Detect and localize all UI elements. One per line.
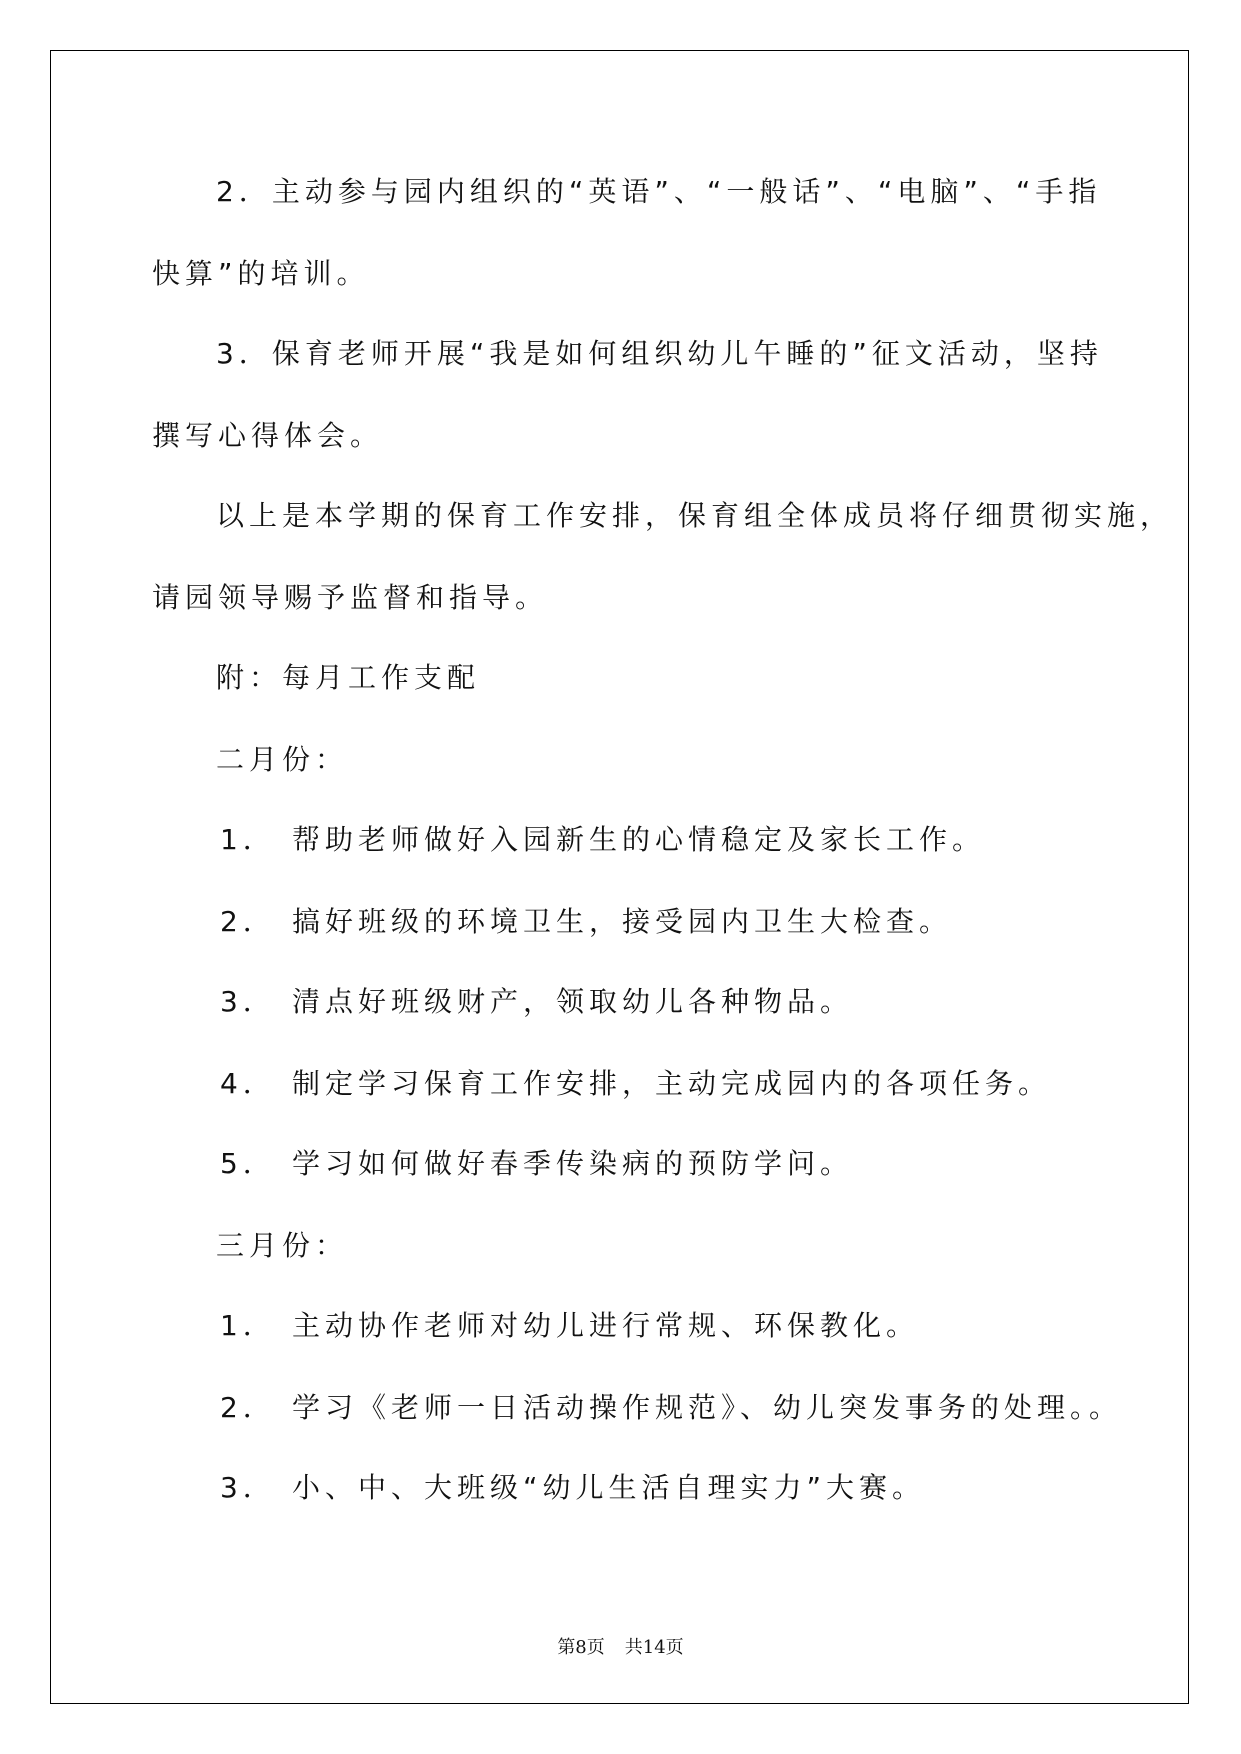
paragraph-3-line-1: 3．保育老师开展“我是如何组织幼儿午睡的”征文活动，坚持 bbox=[216, 337, 1103, 370]
list-item-text: 清点好班级财产，领取幼儿各种物品。 bbox=[292, 985, 854, 1018]
list-item-number: 1． bbox=[220, 1309, 276, 1342]
list-item-number: 2． bbox=[220, 1391, 276, 1424]
list-item-number: 3． bbox=[220, 985, 276, 1018]
page-number-total: 共14页 bbox=[624, 1637, 684, 1658]
list-item-text: 学习《老师一日活动操作规范》、幼儿突发事务的处理。。 bbox=[292, 1391, 1123, 1424]
list-item bbox=[220, 985, 854, 1018]
list-item-text: 帮助老师做好入园新生的心情稳定及家长工作。 bbox=[292, 823, 986, 856]
list-item-number: 2． bbox=[220, 905, 276, 938]
list-item bbox=[220, 1309, 920, 1342]
list-item-text: 搞好班级的环境卫生，接受园内卫生大检查。 bbox=[292, 905, 953, 938]
appendix-title: 附：每月工作支配 bbox=[216, 661, 481, 694]
paragraph-2-line-1: 2．主动参与园内组织的“英语”、“一般话”、“电脑”、“手指 bbox=[216, 175, 1102, 208]
list-item-number: 5． bbox=[220, 1147, 276, 1180]
summary-line-2: 请园领导赐予监督和指导。 bbox=[152, 581, 549, 614]
list-item bbox=[220, 1147, 854, 1180]
list-item bbox=[220, 1391, 1123, 1424]
page-border bbox=[50, 50, 1189, 1704]
list-item-text: 制定学习保育工作安排，主动完成园内的各项任务。 bbox=[292, 1067, 1052, 1100]
list-item bbox=[220, 1067, 1052, 1100]
list-item bbox=[220, 1471, 926, 1504]
list-item bbox=[220, 823, 986, 856]
summary-line-1: 以上是本学期的保育工作安排，保育组全体成员将仔细贯彻实施， bbox=[216, 499, 1174, 532]
list-item bbox=[220, 905, 953, 938]
list-item-number: 4． bbox=[220, 1067, 276, 1100]
paragraph-3-line-2: 撰写心得体会。 bbox=[152, 419, 384, 452]
list-item-text: 小、中、大班级“幼儿生活自理实力”大赛。 bbox=[292, 1471, 926, 1504]
march-heading: 三月份： bbox=[216, 1229, 349, 1262]
february-heading: 二月份： bbox=[216, 743, 349, 776]
paragraph-2-line-2: 快算”的培训。 bbox=[152, 257, 370, 290]
list-item-text: 学习如何做好春季传染病的预防学问。 bbox=[292, 1147, 854, 1180]
page-footer bbox=[0, 1633, 1241, 1659]
list-item-text: 主动协作老师对幼儿进行常规、环保教化。 bbox=[292, 1309, 920, 1342]
page-number-current: 第8页 bbox=[557, 1637, 605, 1658]
list-item-number: 3． bbox=[220, 1471, 276, 1504]
list-item-number: 1． bbox=[220, 823, 276, 856]
